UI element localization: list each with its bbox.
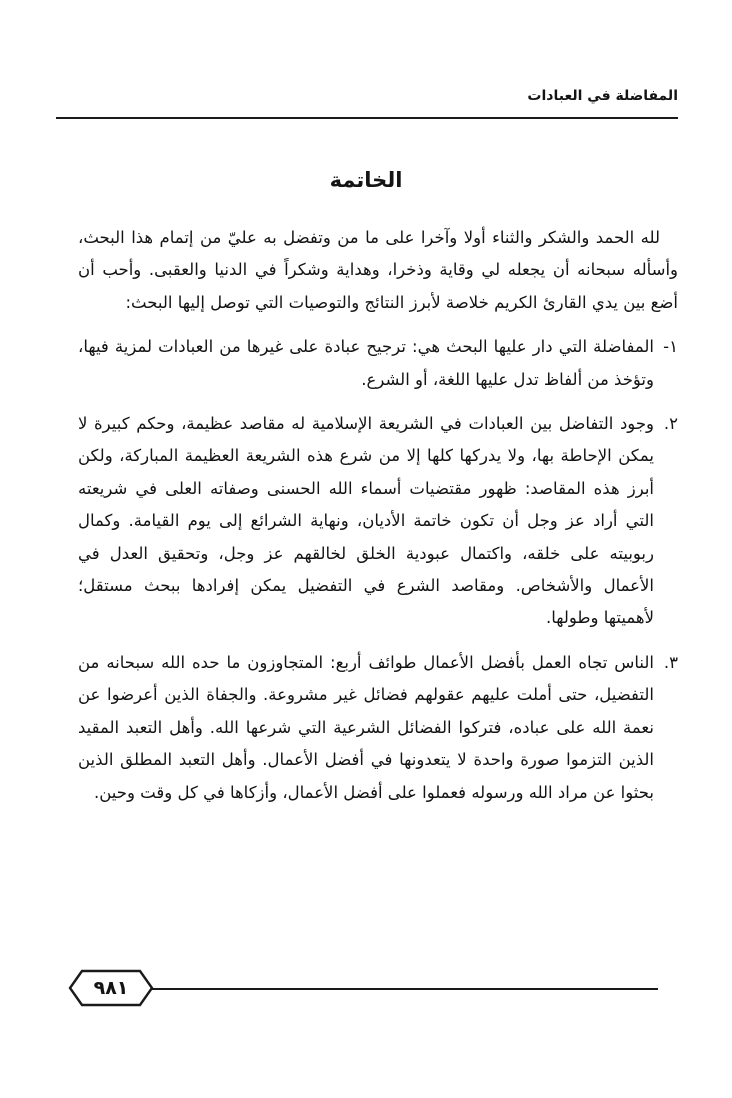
list-item-text: المفاضلة التي دار عليها البحث هي: ترجيح عبادة على غيرها من العبادات لمزية فيها، وتؤخذ من ألفاظ تدل عليها اللغة، أو الشرع. xyxy=(78,337,654,389)
header-rule xyxy=(56,117,678,119)
list-item xyxy=(78,331,678,396)
page-number-badge xyxy=(68,968,154,1008)
body-text xyxy=(78,222,678,821)
footer-rule xyxy=(150,988,658,990)
list-item xyxy=(78,647,678,809)
list-item-number: ٢. xyxy=(663,414,678,434)
list-item-text: الناس تجاه العمل بأفضل الأعمال طوائف أربع: المتجاوزون ما حده الله سبحانه من التفضيل، حتى أملت عليهم عقولهم فضائل غير مشروعة. والجفاة الذين أعرضوا عن نعمة الله على عباده، فتركوا الفضائل الشرعية التي شرعها الله. وأهل التعبد المقيد الذين التزموا صورة واحدة لا يتعدونها في أفضل الأعمال. وأهل التعبد المطلق الذين بحثوا عن مراد الله ورسوله فعملوا على أفضل الأعمال، وأزكاها في كل وقت وحين. xyxy=(78,652,654,802)
intro-paragraph: لله الحمد والشكر والثناء أولا وآخرا على ما من وتفضل به عليّ من إتمام هذا البحث، وأسأله سبحانه أن يجعله لي وقاية وذخرا، وهداية وشكراً في الدنيا والعقبى. وأحب أن أضع بين يدي القارئ الكريم خلاصة لأبرز النتائج والتوصيات التي توصل إليها البحث: xyxy=(78,228,678,312)
running-header: المفاضلة في العبادات xyxy=(527,88,678,104)
list-item-text: وجود التفاضل بين العبادات في الشريعة الإسلامية له مقاصد عظيمة، وحكم كبيرة لا يمكن الإحاطة بها، ولا يدركها كلها إلا من شرع هذه الشريعة العظيمة المباركة، ولكن أبرز هذه المقاصد: ظهور مقتضيات أسماء الله الحسنى وصفاته العلى في شريعته التي أراد عز وجل أن تكون خاتمة الأديان، ونهاية الشرائع إلى يوم القيامة. وكمال ربوبيته على خلقه، واكتمال عبودية الخلق لخالقهم عز وجل، وتحقيق العدل في الأعمال والأشخاص. ومقاصد الشرع في التفضيل يمكن إفرادها ببحث مستقل؛ لأهميتها وطولها. xyxy=(78,414,654,628)
list-item-number: ١- xyxy=(663,337,678,357)
chapter-title: الخاتمة xyxy=(329,168,403,192)
list-item xyxy=(78,408,678,635)
page-number: ٩٨١ xyxy=(93,977,129,999)
list-item-number: ٣. xyxy=(663,652,678,672)
